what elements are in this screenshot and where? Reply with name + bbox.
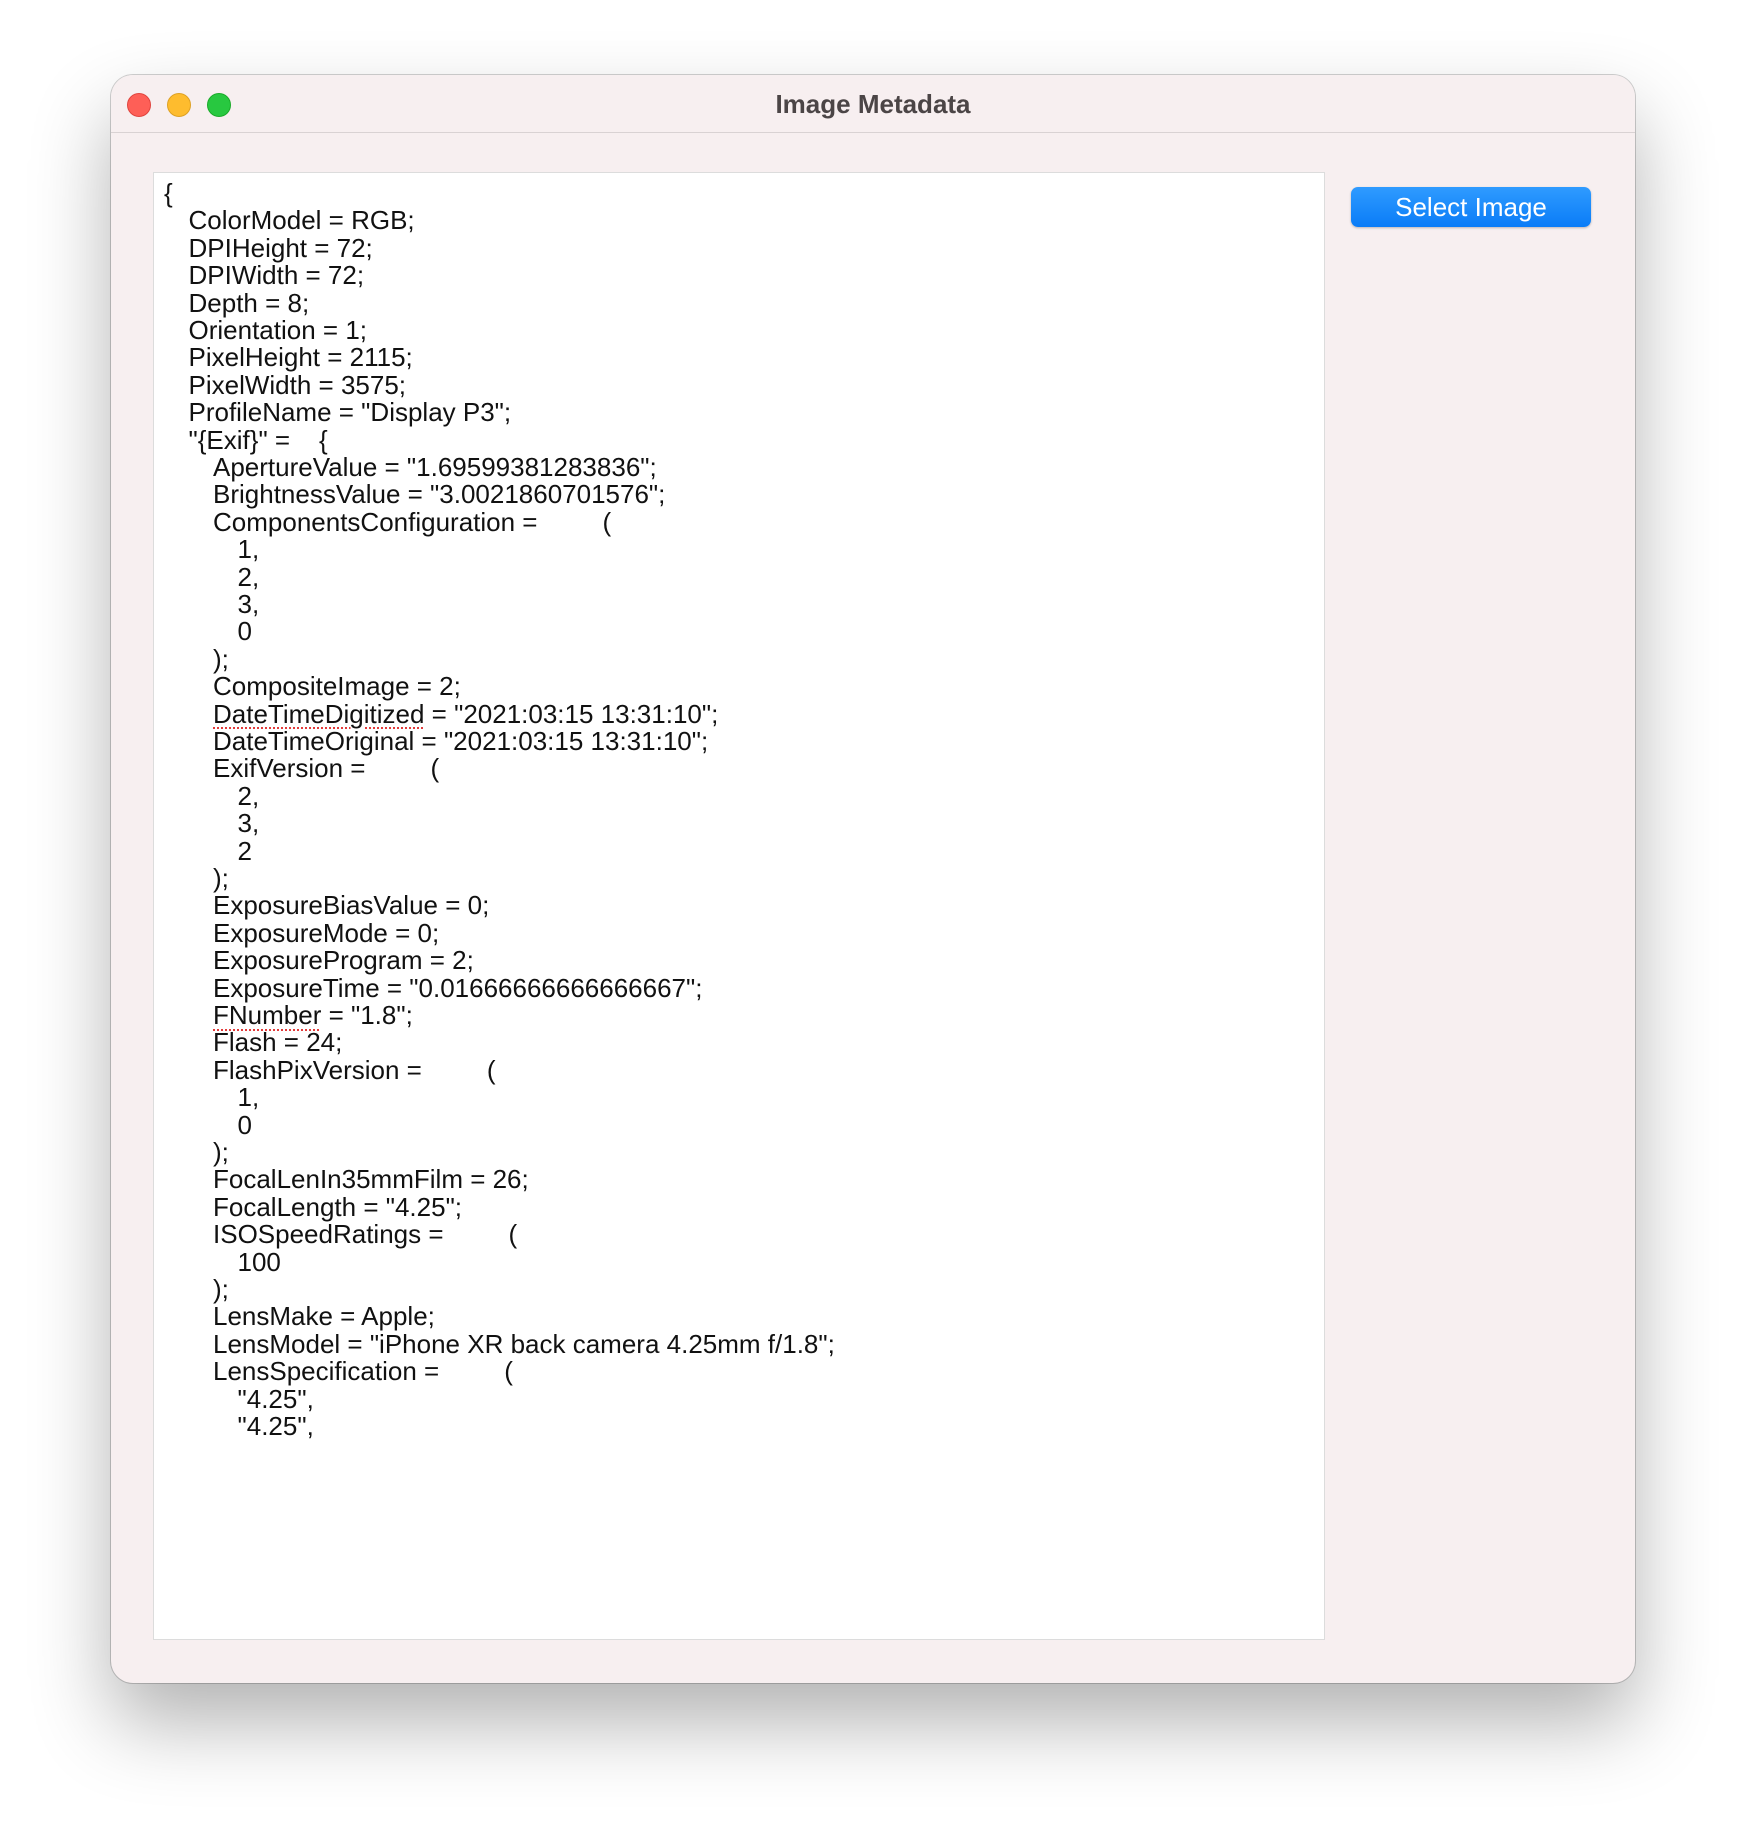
metadata-line: ); [213, 863, 229, 893]
metadata-line: DPIWidth = 72; [188, 260, 365, 291]
metadata-line: ExposureBiasValue = 0; [213, 890, 490, 921]
metadata-line: ApertureValue = "1.69599381283836"; [213, 452, 657, 482]
metadata-line: 2, [237, 780, 260, 811]
metadata-line: "4.25", [237, 1383, 314, 1414]
metadata-line: Orientation = 1; [188, 315, 367, 345]
metadata-line: FNumber = "1.8"; [213, 1000, 413, 1030]
metadata-line: 100 [237, 1246, 281, 1277]
metadata-line: CompositeImage = 2; [213, 671, 461, 702]
metadata-line: DateTimeOriginal = "2021:03:15 13:31:10"; [213, 726, 709, 756]
metadata-line: 1, [237, 534, 260, 565]
metadata-line: { [164, 178, 173, 208]
metadata-line: BrightnessValue = "3.0021860701576"; [213, 479, 666, 510]
metadata-line: FocalLength = "4.25"; [213, 1191, 463, 1222]
metadata-line: ExifVersion = ( [213, 753, 440, 784]
metadata-line: 3, [237, 589, 260, 619]
metadata-line: ProfileName = "Display P3"; [188, 397, 512, 428]
metadata-line: ISOSpeedRatings = ( [213, 1219, 518, 1250]
metadata-line: "4.25", [237, 1411, 314, 1441]
metadata-line: ); [213, 643, 229, 674]
metadata-line: ); [213, 1274, 229, 1304]
window-title: Image Metadata [775, 89, 971, 119]
metadata-line: LensSpecification = ( [213, 1356, 513, 1387]
metadata-line: "{Exif}" = { [188, 424, 328, 455]
metadata-line: FlashPixVersion = ( [213, 1054, 496, 1085]
metadata-line: ); [213, 1137, 229, 1167]
metadata-line: 1, [237, 1082, 260, 1113]
metadata-line: PixelWidth = 3575; [188, 369, 407, 400]
metadata-line: 3, [237, 808, 260, 839]
spellcheck-word: DateTimeDigitized [213, 698, 425, 729]
metadata-line: 2 [237, 835, 252, 866]
metadata-line: Flash = 24; [213, 1027, 343, 1058]
metadata-line: 2, [237, 561, 260, 592]
metadata-text-view[interactable] [153, 172, 1325, 1640]
metadata-line: ExposureTime = "0.01666666666666667"; [213, 972, 703, 1003]
metadata-line: ExposureMode = 0; [213, 917, 440, 948]
metadata-line: ComponentsConfiguration = ( [213, 506, 612, 537]
metadata-line: PixelHeight = 2115; [188, 342, 413, 373]
metadata-line: ExposureProgram = 2; [213, 945, 474, 976]
metadata-line: Depth = 8; [188, 287, 310, 318]
select-image-button[interactable]: Select Image [1351, 187, 1591, 227]
metadata-line: DateTimeDigitized = "2021:03:15 13:31:10"; [213, 698, 719, 729]
metadata-line: ColorModel = RGB; [188, 205, 415, 236]
metadata-line: DPIHeight = 72; [188, 232, 373, 263]
title-bar[interactable] [111, 75, 1635, 133]
app-window [111, 75, 1635, 1683]
metadata-line: FocalLenIn35mmFilm = 26; [213, 1164, 529, 1195]
metadata-line: 0 [237, 1109, 252, 1140]
metadata-line: LensMake = Apple; [213, 1301, 435, 1332]
metadata-line: 0 [237, 616, 252, 647]
metadata-line: LensModel = "iPhone XR back camera 4.25mm f/1.8"; [213, 1328, 835, 1359]
spellcheck-word: FNumber [213, 1000, 322, 1030]
